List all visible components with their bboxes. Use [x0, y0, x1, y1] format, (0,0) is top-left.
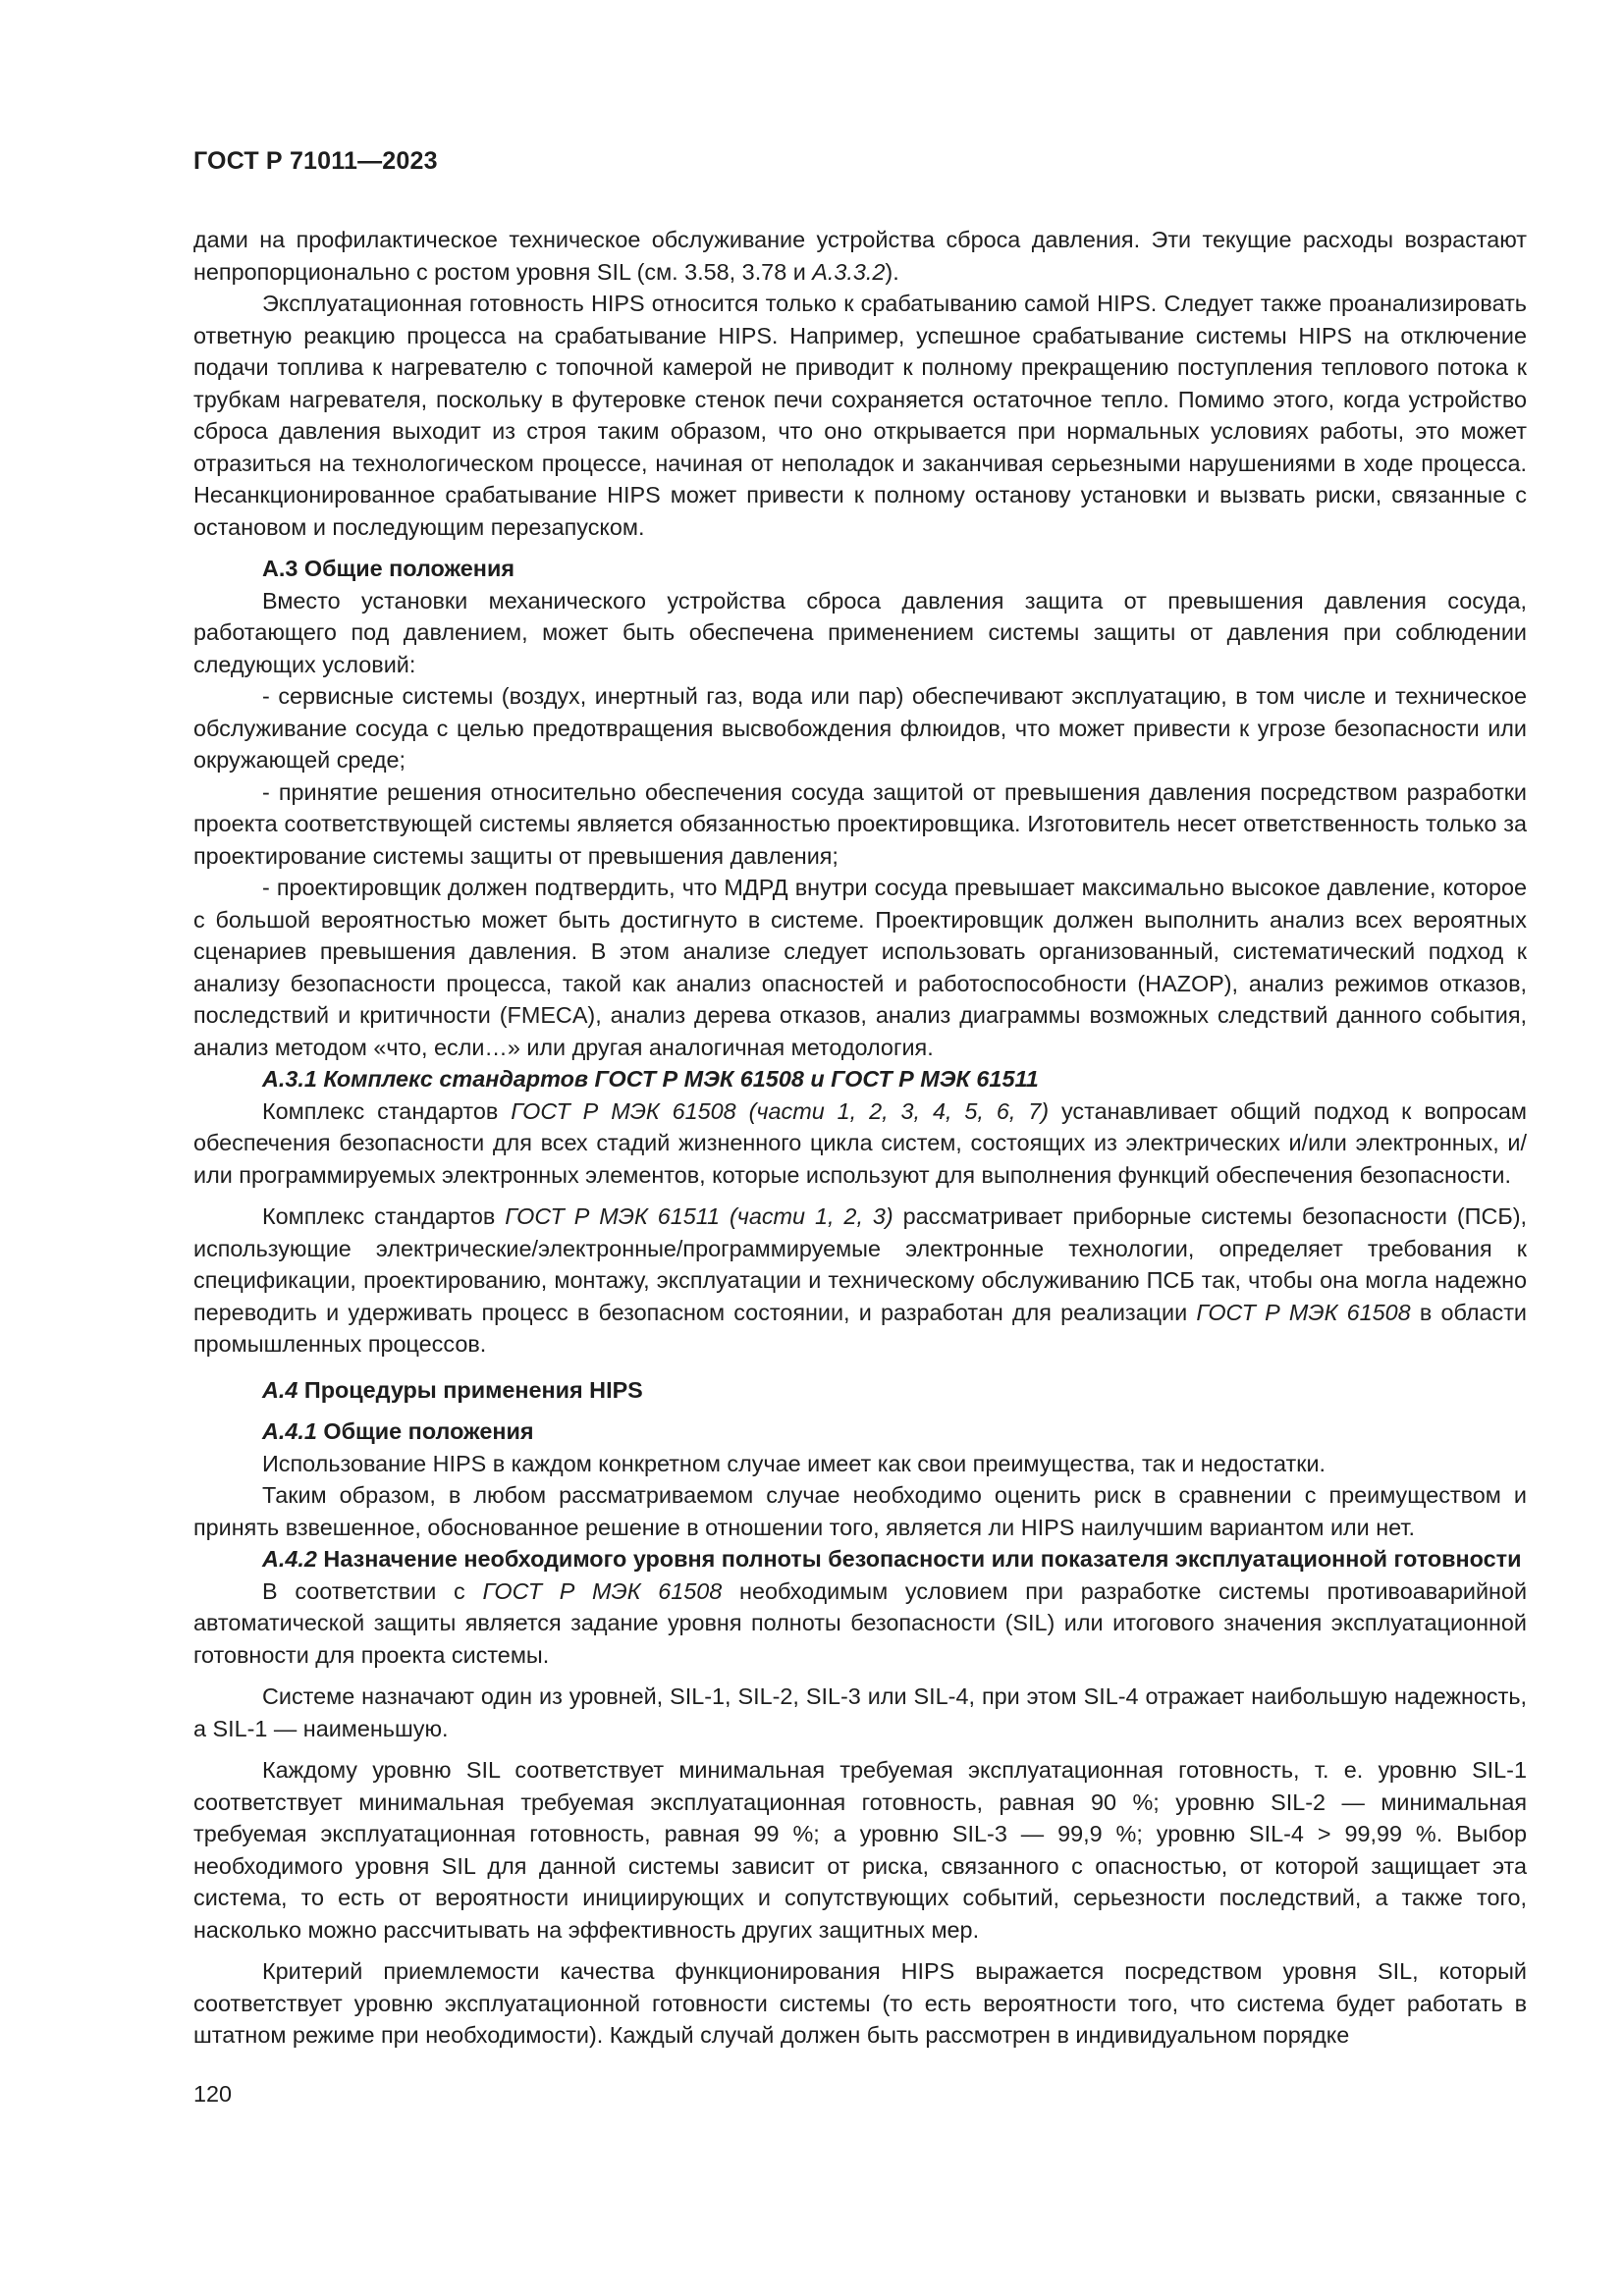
- heading-a31: А.3.1 Комплекс стандартов ГОСТ Р МЭК 61508 и ГОСТ Р МЭК 61511: [262, 1066, 1039, 1092]
- text: устанавливает общий подход к вопросам обеспечения безопасности для всех стадий жизненного цикла систем, состоящих из электрических и/или электронных, и/или программируемых электронных элементов, которые используют для выполнения функций обеспечения безопасности.: [193, 1097, 1527, 1188]
- text: рассматривает приборные системы безопасности (ПСБ), использующие электрические/электронные/программируемые электронные технологии, определяет требования к спецификации, проектированию, монтажу, эксплуатации и техническому обслуживанию ПСБ так, чтобы она могла надежно переводить и удерживать процесс в безопасном состоянии, и разработан для реализации: [193, 1203, 1527, 1325]
- reference: ГОСТ Р МЭК 61508 (части 1, 2, 3, 4, 5, 6, 7): [511, 1097, 1050, 1124]
- document-body: [193, 224, 1527, 2052]
- text: Комплекс стандартов: [262, 1097, 512, 1124]
- text: Комплекс стандартов: [262, 1203, 506, 1229]
- paragraph-a42-a: [193, 1575, 1527, 1672]
- text: ).: [885, 258, 899, 285]
- heading-number: А.4.1: [262, 1418, 317, 1444]
- text: дами на профилактическое техническое обслуживание устройства сброса давления. Эти текущие расходы возрастают непропорционально с ростом уровня SIL (см. 3.58, 3.78 и: [193, 227, 1527, 285]
- document-header: ГОСТ Р 71011—2023: [193, 147, 438, 175]
- heading-text: Общие положения: [316, 1418, 534, 1444]
- paragraph-a42-c: Каждому уровню SIL соответствует минимальная требуемая эксплуатационная готовность, т. е. уровню SIL-1 соответствует минимальная требуемая эксплуатационная готовность, равная 90 %; уровню SIL-2 — минимальная требуемая эксплуатационная готовность, равная 99 %; а уровню SIL-3 — 99,9 %; уровню SIL-4 > 99,99 %. Выбор необходимого уровня SIL для данной системы зависит от риска, связанного с опасностью, от которой защищает эта система, то есть от вероятности инициирующих и сопутствующих событий, серьезности последствий, а также того, насколько можно рассчитывать на эффективность других защитных мер.: [193, 1757, 1527, 1943]
- reference: ГОСТ Р МЭК 61511 (части 1, 2, 3): [505, 1203, 893, 1229]
- heading-text: Назначение необходимого уровня полноты безопасности или показателя эксплуатационной готовности: [316, 1546, 1522, 1572]
- text: В соответствии с: [262, 1577, 483, 1604]
- list-item-3: - проектировщик должен подтвердить, что МДРД внутри сосуда превышает максимально высокое давление, которое с большой вероятностью может быть достигнуто в системе. Проектировщик должен выполнить анализ всех вероятных сценариев превышения давления. В этом анализе следует использовать организованный, систематический подход к анализу безопасности процесса, такой как анализ опасностей и работоспособности (HAZOP), анализ режимов отказов, последствий и критичности (FMECA), анализ дерева отказов, анализ диаграммы возможных следствий данного события, анализ методом «что, если…» или другая аналогичная методология.: [193, 875, 1527, 1060]
- text: в области промышленных процессов.: [193, 1299, 1527, 1357]
- reference: ГОСТ Р МЭК 61508: [1196, 1299, 1411, 1325]
- list-item-2: - принятие решения относительно обеспечения сосуда защитой от превышения давления посредством разработки проекта соответствующей системы является обязанностью проектировщика. Изготовитель несет ответственность только за проектирование системы защиты от превышения давления;: [193, 778, 1527, 869]
- heading-text: Процедуры применения HIPS: [298, 1376, 643, 1403]
- paragraph-a41-b: Таким образом, в любом рассматриваемом случае необходимо оценить риск в сравнении с преимуществом и принять взвешенное, обоснованное решение в отношении того, является ли HIPS наилучшим вариантом или нет.: [193, 1482, 1527, 1540]
- paragraph-a42-b: Системе назначают один из уровней, SIL-1, SIL-2, SIL-3 или SIL-4, при этом SIL-4 отражает наибольшую надежность, а SIL-1 — наименьшую.: [193, 1683, 1527, 1741]
- heading-a41: [193, 1415, 1527, 1448]
- list-item-1: - сервисные системы (воздух, инертный газ, вода или пар) обеспечивают эксплуатацию, в том числе и техническое обслуживание сосуда с целью предотвращения высвобождения флюидов, что может привести к угрозе безопасности или окружающей среде;: [193, 683, 1527, 773]
- paragraph-a3: Вместо установки механического устройства сброса давления защита от превышения давления сосуда, работающего под давлением, может быть обеспечена применением системы защиты от давления при соблюдении следующих условий:: [193, 587, 1527, 677]
- text: необходимым условием при разработке системы противоаварийной автоматической защиты является задание уровня полноты безопасности (SIL) или итогового значения эксплуатационной готовности для проекта системы.: [193, 1577, 1528, 1668]
- paragraph-a31-b: [193, 1201, 1527, 1361]
- paragraph-intro: [193, 224, 1527, 288]
- reference: А.3.3.2: [812, 258, 886, 285]
- reference: ГОСТ Р МЭК 61508: [482, 1577, 723, 1604]
- heading-number: А.4.2: [262, 1546, 317, 1572]
- paragraph-a31-a: [193, 1095, 1527, 1192]
- heading-a42: [193, 1543, 1527, 1575]
- paragraph-hips-availability: Эксплуатационная готовность HIPS относится только к срабатыванию самой HIPS. Следует также проанализировать ответную реакцию процесса на срабатывание HIPS. Например, успешное срабатывание системы HIPS на отключение подачи топлива к нагревателю с топочной камерой не приводит к полному прекращению поступления теплового потока к трубкам нагревателя, поскольку в футеровке стенок печи сохраняется остаточное тепло. Помимо этого, когда устройство сброса давления выходит из строя таким образом, что оно открывается при нормальных условиях работы, это может отразиться на технологическом процессе, начиная от неполадок и заканчивая серьезными нарушениями в ходе процесса. Несанкционированное срабатывание HIPS может привести к полному останову установки и вызвать риски, связанные с остановом и последующим перезапуском.: [193, 291, 1527, 540]
- heading-a3: А.3 Общие положения: [262, 556, 514, 581]
- heading-number: А.4: [262, 1376, 298, 1403]
- paragraph-a41-a: Использование HIPS в каждом конкретном случае имеет как свои преимущества, так и недостатки.: [262, 1450, 1326, 1476]
- page-number: 120: [193, 2081, 233, 2107]
- paragraph-a42-d: Критерий приемлемости качества функционирования HIPS выражается посредством уровня SIL, который соответствует уровню эксплуатационной готовности системы (то есть вероятности того, что система будет работать в штатном режиме при необходимости). Каждый случай должен быть рассмотрен в индивидуальном порядке: [193, 1958, 1527, 2048]
- heading-a4: [193, 1374, 1527, 1407]
